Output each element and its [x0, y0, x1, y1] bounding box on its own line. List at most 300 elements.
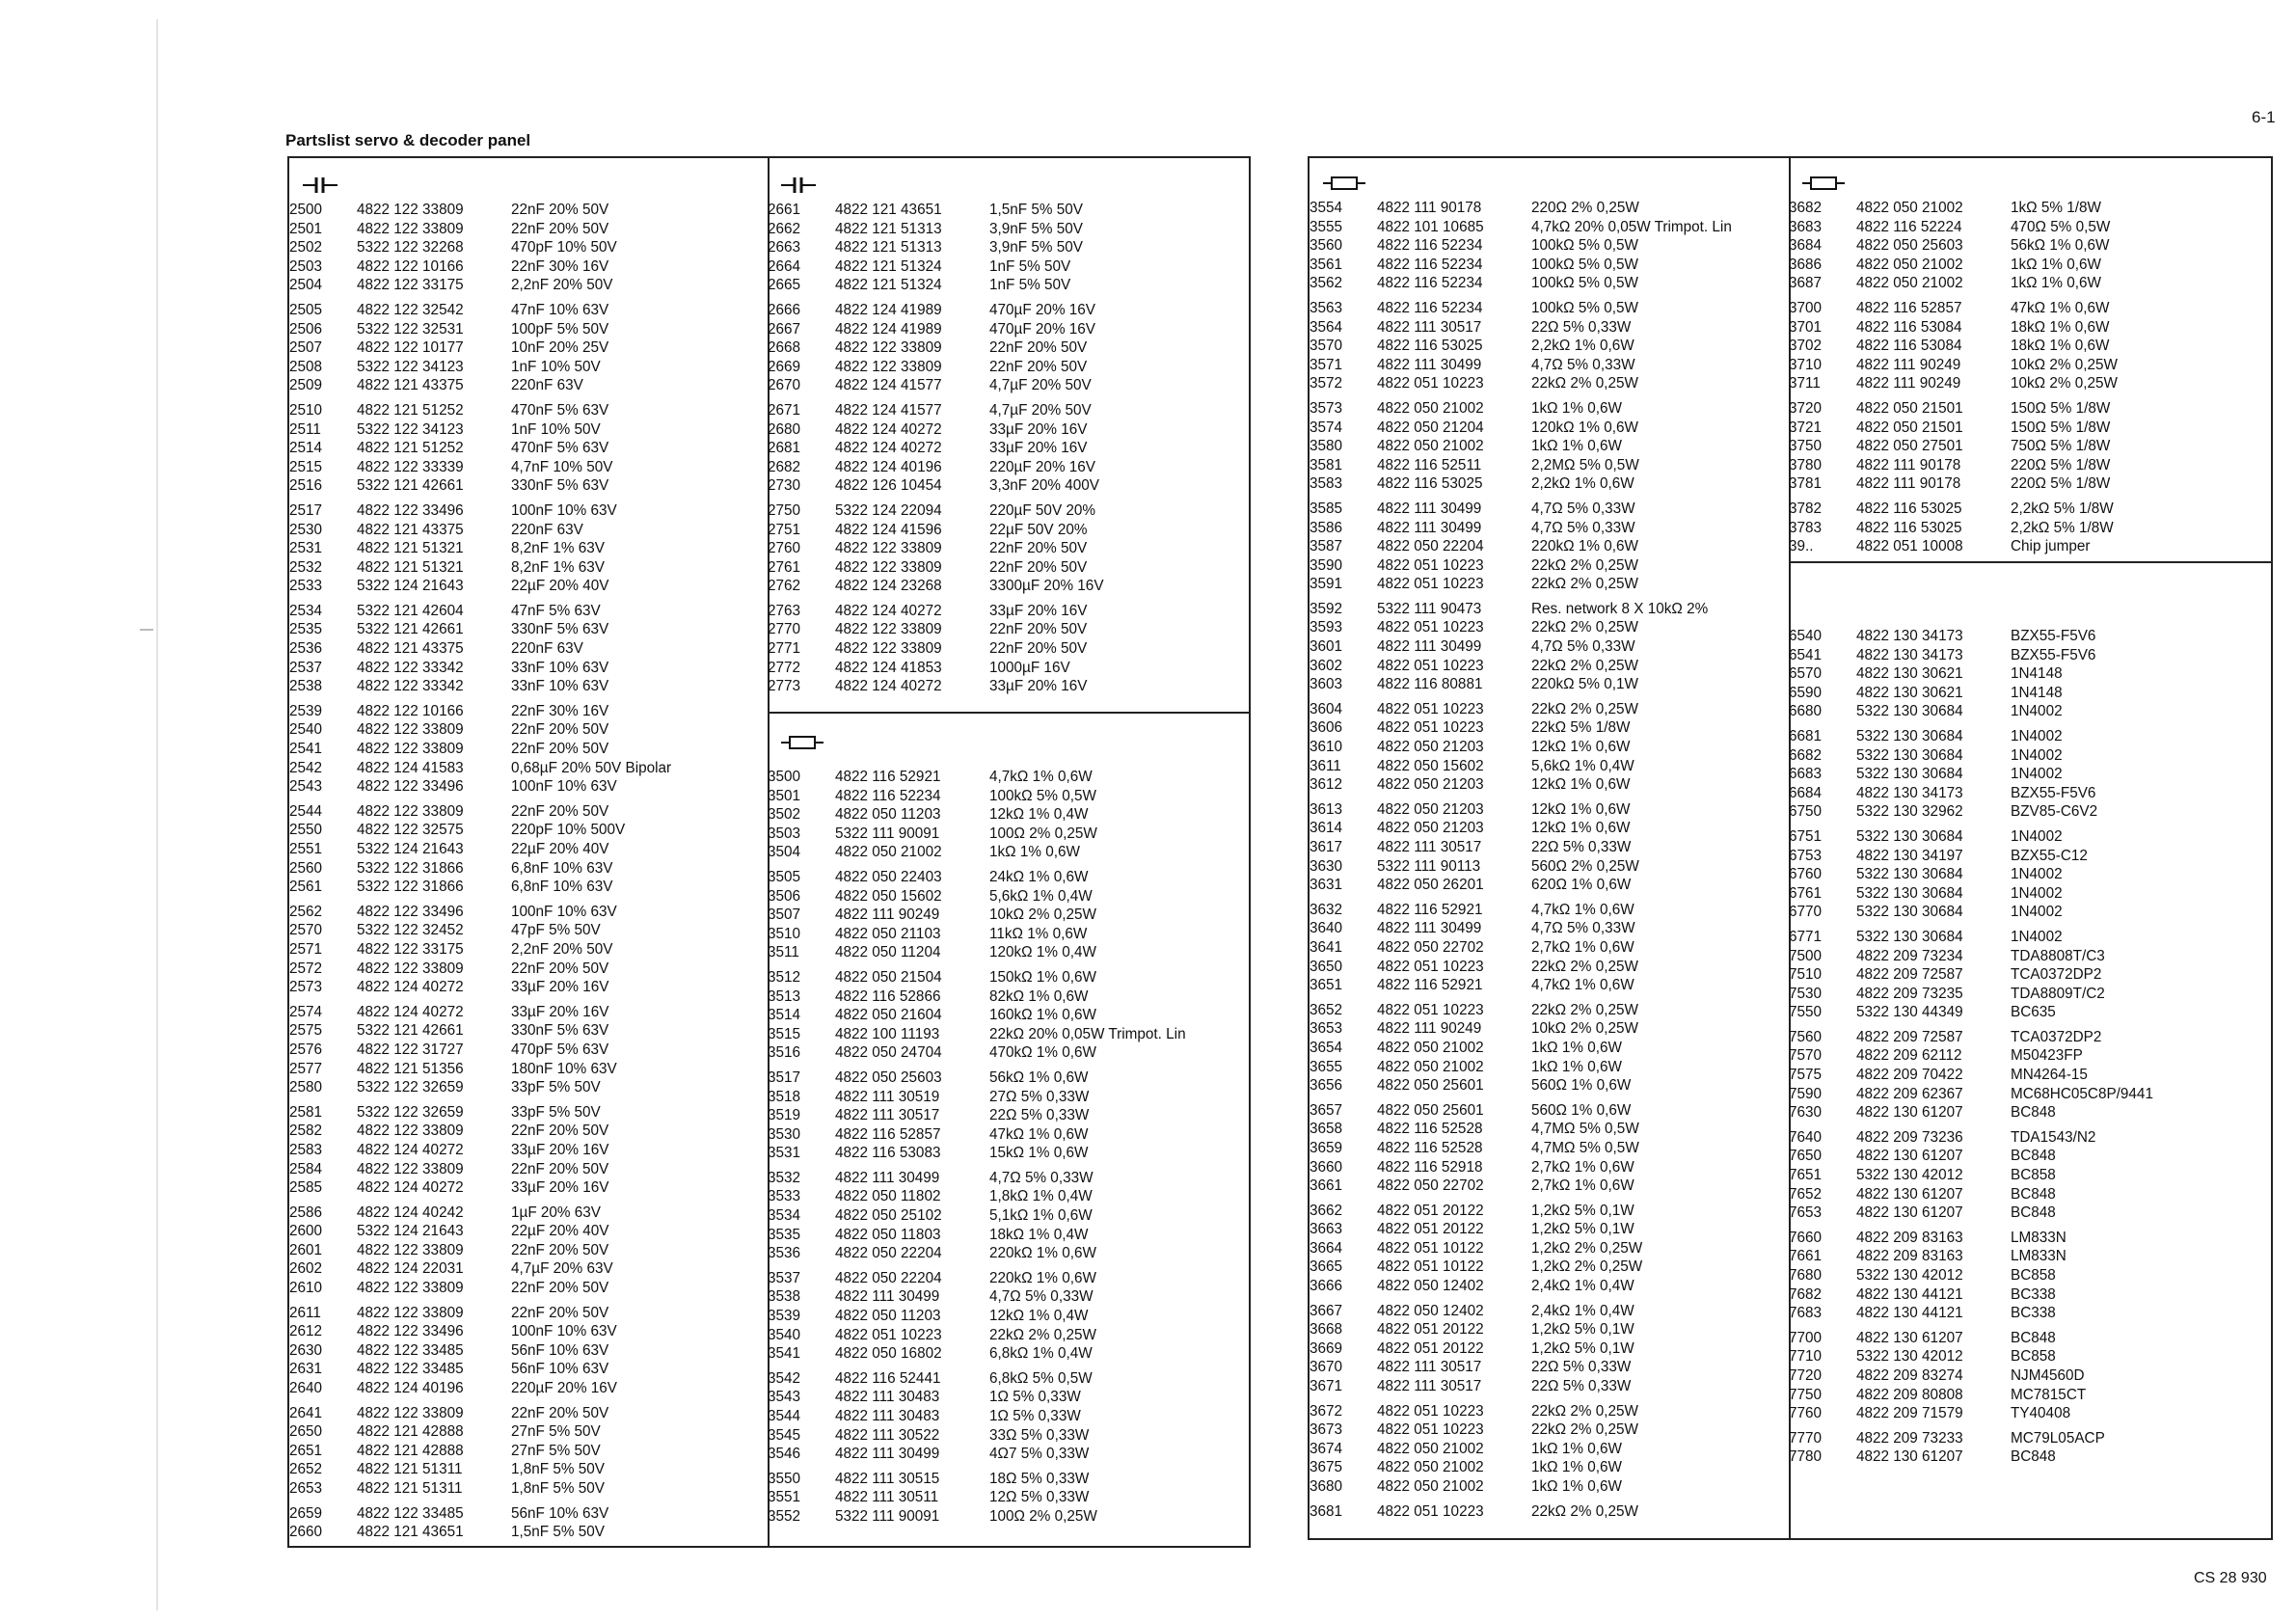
- part-row: [768, 358, 1249, 377]
- part-code: 4822 111 30499: [835, 1288, 940, 1306]
- part-ref: 3541: [768, 1345, 801, 1363]
- part-ref: 3683: [1789, 218, 1823, 235]
- part-ref: 7710: [1789, 1348, 1823, 1366]
- part-row: [1310, 1039, 1789, 1058]
- part-spec: 6,8nF 10% 63V: [511, 879, 613, 896]
- part-code: 5322 130 30684: [1856, 904, 1963, 921]
- part-code: 4822 122 33809: [835, 640, 942, 658]
- part-ref: 6771: [1789, 928, 1823, 945]
- part-code: 4822 050 22702: [1377, 1177, 1484, 1195]
- part-row: [289, 1479, 768, 1499]
- part-spec: 100kΩ 5% 0,5W: [989, 787, 1096, 804]
- part-row: [289, 903, 768, 922]
- part-ref: 3516: [768, 1044, 801, 1062]
- part-ref: 3585: [1310, 500, 1343, 517]
- part-ref: 3592: [1310, 600, 1343, 617]
- part-row: [768, 1144, 1249, 1163]
- capacitor-icon: [781, 176, 816, 195]
- part-code: 4822 100 11193: [835, 1025, 940, 1042]
- part-row: [768, 787, 1249, 806]
- part-spec: 6,8nF 10% 63V: [511, 859, 613, 877]
- part-row: [1310, 657, 1789, 676]
- part-row: [289, 1204, 768, 1223]
- part-ref: 3546: [768, 1446, 801, 1463]
- part-code: 4822 124 40242: [357, 1204, 464, 1221]
- part-ref: 2507: [289, 339, 323, 357]
- part-row: [1789, 1386, 2271, 1405]
- part-row: [289, 1259, 768, 1279]
- part-ref: 2652: [289, 1461, 323, 1478]
- part-code: 4822 209 83163: [1856, 1229, 1963, 1246]
- part-ref: 3531: [768, 1145, 801, 1162]
- part-ref: 6683: [1789, 766, 1823, 783]
- part-row: [289, 978, 768, 997]
- part-ref: 2501: [289, 220, 323, 237]
- part-ref: 3571: [1310, 356, 1343, 373]
- part-code: 4822 050 12402: [1377, 1302, 1484, 1319]
- part-row: [1789, 827, 2271, 847]
- part-spec: 1kΩ 1% 0,6W: [989, 844, 1080, 861]
- part-ref: 3518: [768, 1088, 801, 1105]
- part-spec: 56nF 10% 63V: [511, 1361, 609, 1378]
- part-spec: TDA1543/N2: [2011, 1128, 2096, 1146]
- part-ref: 3593: [1310, 619, 1343, 636]
- part-row: [1310, 318, 1789, 338]
- part-row: [1310, 1277, 1789, 1296]
- part-row: [1789, 702, 2271, 721]
- part-row: [768, 1388, 1249, 1407]
- part-spec: 4,7Ω 5% 0,33W: [1531, 500, 1635, 517]
- part-row: [289, 376, 768, 395]
- part-spec: 27nF 5% 50V: [511, 1442, 601, 1459]
- part-code: 4822 121 51324: [835, 257, 942, 275]
- part-spec: 560Ω 1% 0,6W: [1531, 1077, 1632, 1095]
- part-row: [1789, 664, 2271, 684]
- part-ref: 3687: [1789, 275, 1823, 292]
- part-ref: 7660: [1789, 1229, 1823, 1246]
- part-ref: 3602: [1310, 657, 1343, 674]
- part-code: 4822 209 72587: [1856, 1028, 1963, 1045]
- part-spec: 220nF 63V: [511, 521, 583, 538]
- part-row: [1789, 903, 2271, 922]
- part-row: [1310, 337, 1789, 356]
- part-ref: 2511: [289, 420, 321, 438]
- part-ref: 2668: [768, 339, 801, 357]
- part-row: [1789, 337, 2271, 356]
- part-row: [768, 1187, 1249, 1206]
- part-row: [1789, 1366, 2271, 1386]
- part-code: 4822 122 33809: [357, 960, 464, 977]
- part-spec: 220Ω 5% 1/8W: [2011, 475, 2111, 493]
- part-spec: 22nF 20% 50V: [989, 339, 1088, 357]
- part-spec: 12kΩ 1% 0,6W: [1531, 739, 1631, 756]
- part-row: [1789, 985, 2271, 1004]
- part-row: [289, 1379, 768, 1398]
- part-ref: 2536: [289, 640, 323, 658]
- part-row: [768, 659, 1249, 678]
- part-spec: 1nF 5% 50V: [989, 257, 1071, 275]
- part-spec: 56nF 10% 63V: [511, 1341, 609, 1359]
- part-ref: 3506: [768, 887, 801, 905]
- part-row: [1789, 1147, 2271, 1166]
- part-ref: 3583: [1310, 475, 1343, 493]
- part-ref: 7661: [1789, 1248, 1823, 1265]
- part-spec: 1kΩ 1% 0,6W: [1531, 1478, 1622, 1495]
- part-spec: 22nF 20% 50V: [511, 220, 609, 237]
- part-spec: 33Ω 5% 0,33W: [989, 1426, 1090, 1444]
- part-row: [768, 1507, 1249, 1527]
- part-spec: 150kΩ 1% 0,6W: [989, 968, 1096, 986]
- parts-list: [1310, 199, 1789, 1521]
- part-ref: 2570: [289, 922, 323, 939]
- part-ref: 3700: [1789, 299, 1823, 316]
- part-row: [1310, 1402, 1789, 1421]
- part-row: [768, 943, 1249, 962]
- part-code: 4822 121 42888: [357, 1442, 464, 1459]
- part-ref: 2533: [289, 578, 323, 595]
- part-ref: 2641: [289, 1404, 323, 1421]
- part-spec: BC635: [2011, 1004, 2056, 1021]
- part-spec: 560Ω 1% 0,6W: [1531, 1101, 1632, 1119]
- part-ref: 2610: [289, 1280, 323, 1297]
- part-code: 4822 124 40196: [835, 458, 942, 475]
- part-ref: 2509: [289, 377, 323, 394]
- part-row: [289, 921, 768, 940]
- part-row: [1789, 1046, 2271, 1066]
- part-spec: 3300µF 20% 16V: [989, 578, 1104, 595]
- part-spec: 22kΩ 2% 0,25W: [1531, 1402, 1638, 1420]
- part-ref: 2601: [289, 1241, 323, 1258]
- part-code: 4822 050 24704: [835, 1044, 942, 1062]
- part-spec: 22kΩ 2% 0,25W: [1531, 1001, 1638, 1018]
- part-spec: 22kΩ 2% 0,25W: [1531, 576, 1638, 593]
- part-spec: 22nF 20% 50V: [989, 358, 1088, 375]
- part-row: [768, 987, 1249, 1007]
- part-code: 4822 050 27501: [1856, 438, 1963, 455]
- part-spec: 1,8nF 5% 50V: [511, 1480, 605, 1497]
- part-spec: MC68HC05C8P/9441: [2011, 1085, 2153, 1102]
- part-ref: 7560: [1789, 1028, 1823, 1045]
- part-row: [1789, 474, 2271, 494]
- part-code: 5322 122 31866: [357, 879, 464, 896]
- part-row: [1310, 838, 1789, 857]
- part-spec: 1,2kΩ 2% 0,25W: [1531, 1258, 1643, 1276]
- part-spec: 120kΩ 1% 0,6W: [1531, 419, 1638, 436]
- part-row: [1789, 437, 2271, 456]
- part-ref: 3684: [1789, 237, 1823, 255]
- part-code: 4822 124 41583: [357, 759, 464, 776]
- part-code: 4822 111 30517: [1377, 1359, 1482, 1376]
- part-code: 4822 124 41577: [835, 401, 942, 419]
- part-code: 4822 051 20122: [1377, 1221, 1484, 1238]
- part-ref: 3655: [1310, 1058, 1343, 1075]
- part-ref: 7682: [1789, 1285, 1823, 1303]
- part-row: [1310, 374, 1789, 393]
- part-code: 4822 121 51313: [835, 239, 942, 257]
- part-spec: 1kΩ 1% 0,6W: [1531, 1058, 1622, 1075]
- part-ref: 2662: [768, 220, 801, 237]
- part-spec: 33µF 20% 16V: [989, 678, 1088, 695]
- part-spec: 18kΩ 1% 0,6W: [2011, 318, 2110, 336]
- part-row: [1310, 1076, 1789, 1096]
- part-code: 4822 124 41577: [835, 377, 942, 394]
- part-code: 4822 209 62367: [1856, 1085, 1963, 1102]
- part-ref: 2602: [289, 1260, 323, 1278]
- part-ref: 3660: [1310, 1158, 1343, 1176]
- part-code: 4822 122 33809: [835, 339, 942, 357]
- part-ref: 2562: [289, 903, 323, 920]
- part-row: [768, 1287, 1249, 1307]
- part-spec: 22kΩ 2% 0,25W: [1531, 1421, 1638, 1439]
- part-code: 4822 111 30499: [835, 1446, 940, 1463]
- part-row: [289, 1322, 768, 1341]
- part-row: [768, 338, 1249, 358]
- part-code: 4822 130 44121: [1856, 1305, 1963, 1322]
- part-ref: 3612: [1310, 776, 1343, 794]
- part-row: [289, 677, 768, 696]
- part-row: [768, 620, 1249, 639]
- part-ref: 3561: [1310, 256, 1343, 273]
- part-spec: 22nF 20% 50V: [511, 1160, 609, 1177]
- part-code: 4822 124 40272: [357, 1141, 464, 1158]
- part-code: 5322 130 44349: [1856, 1004, 1963, 1021]
- part-ref: 2538: [289, 678, 323, 695]
- part-ref: 2539: [289, 702, 323, 719]
- part-ref: 6680: [1789, 703, 1823, 720]
- part-code: 4822 050 21203: [1377, 800, 1484, 818]
- part-ref: 2663: [768, 239, 801, 257]
- part-ref: 3543: [768, 1389, 801, 1406]
- part-spec: 10kΩ 2% 0,25W: [1531, 1020, 1638, 1038]
- part-ref: 3750: [1789, 438, 1823, 455]
- part-ref: 3590: [1310, 556, 1343, 574]
- part-row: [1310, 1120, 1789, 1139]
- part-code: 4822 116 53025: [1377, 475, 1483, 493]
- part-row: [1789, 199, 2271, 218]
- part-code: 4822 101 10685: [1377, 218, 1484, 235]
- part-row: [1310, 1420, 1789, 1440]
- part-ref: 3686: [1789, 256, 1823, 273]
- part-spec: TDA8808T/C3: [2011, 947, 2105, 964]
- part-code: 4822 116 53084: [1856, 338, 1962, 355]
- part-code: 4822 111 90178: [1856, 475, 1961, 493]
- part-row: [768, 843, 1249, 862]
- part-ref: 3545: [768, 1426, 801, 1444]
- part-row: [289, 702, 768, 721]
- part-code: 4822 122 33809: [357, 202, 464, 218]
- part-row: [1789, 1085, 2271, 1104]
- part-ref: 3539: [768, 1308, 801, 1325]
- part-row: [1789, 1347, 2271, 1366]
- part-row: [289, 659, 768, 678]
- part-row: [1310, 800, 1789, 820]
- part-code: 4822 122 33496: [357, 501, 464, 519]
- part-row: [1789, 236, 2271, 256]
- part-ref: 2560: [289, 859, 323, 877]
- part-code: 4822 122 33809: [835, 358, 942, 375]
- part-row: [768, 1445, 1249, 1464]
- part-spec: 33µF 20% 16V: [511, 1179, 609, 1197]
- part-spec: 22nF 20% 50V: [511, 1404, 609, 1421]
- part-code: 4822 124 40196: [357, 1380, 464, 1397]
- part-spec: 4,7kΩ 1% 0,6W: [1531, 901, 1634, 918]
- part-row: [1789, 727, 2271, 746]
- part-ref: 2575: [289, 1022, 323, 1040]
- part-row: [289, 777, 768, 797]
- part-code: 4822 209 70422: [1856, 1067, 1963, 1084]
- part-row: [289, 840, 768, 859]
- part-row: [1310, 757, 1789, 776]
- part-ref: 7683: [1789, 1305, 1823, 1322]
- part-row: [1789, 318, 2271, 338]
- part-row: [289, 1304, 768, 1323]
- part-row: [1310, 1101, 1789, 1121]
- part-spec: 22Ω 5% 0,33W: [989, 1107, 1090, 1124]
- part-code: 4822 050 21504: [835, 968, 942, 986]
- part-spec: 620Ω 1% 0,6W: [1531, 877, 1632, 894]
- part-row: [289, 960, 768, 979]
- part-ref: 7630: [1789, 1104, 1823, 1122]
- part-spec: 1N4002: [2011, 727, 2063, 744]
- part-code: 4822 050 22204: [835, 1269, 942, 1286]
- part-spec: 27nF 5% 50V: [511, 1423, 601, 1441]
- part-spec: 22µF 20% 40V: [511, 841, 609, 857]
- part-row: [1789, 1003, 2271, 1022]
- part-row: [289, 476, 768, 496]
- part-ref: 2573: [289, 979, 323, 996]
- part-ref: 2659: [289, 1504, 323, 1522]
- part-code: 4822 122 33809: [357, 1304, 464, 1321]
- part-ref: 2669: [768, 358, 801, 375]
- part-spec: 1N4002: [2011, 766, 2063, 783]
- part-spec: 22kΩ 2% 0,25W: [1531, 619, 1638, 636]
- part-code: 4822 121 43375: [357, 521, 464, 538]
- part-code: 5322 130 30684: [1856, 703, 1963, 720]
- part-ref: 3562: [1310, 275, 1343, 292]
- part-code: 4822 122 33485: [357, 1504, 464, 1522]
- part-spec: 33µF 20% 16V: [511, 979, 609, 996]
- part-row: [1310, 775, 1789, 795]
- part-ref: 3613: [1310, 800, 1343, 818]
- part-spec: 100nF 10% 63V: [511, 903, 617, 920]
- part-row: [289, 1422, 768, 1442]
- part-ref: 2681: [768, 440, 801, 457]
- part-spec: 560Ω 2% 0,25W: [1531, 857, 1639, 875]
- part-code: 4822 124 41989: [835, 320, 942, 338]
- part-row: [1789, 399, 2271, 419]
- part-row: [768, 805, 1249, 825]
- part-code: 5322 130 30684: [1856, 746, 1963, 764]
- part-spec: 100kΩ 5% 0,5W: [1531, 237, 1638, 255]
- part-row: [1789, 765, 2271, 784]
- part-row: [289, 1222, 768, 1241]
- part-spec: 1nF 5% 50V: [989, 277, 1071, 294]
- part-spec: 22nF 20% 50V: [511, 1241, 609, 1258]
- part-spec: 22kΩ 20% 0,05W Trimpot. Lin: [989, 1025, 1186, 1042]
- part-spec: BC848: [2011, 1204, 2056, 1222]
- part-ref: 3601: [1310, 638, 1343, 656]
- part-row: [768, 501, 1249, 521]
- part-row: [1310, 1440, 1789, 1459]
- part-ref: 3563: [1310, 299, 1343, 316]
- part-spec: 4,7Ω 5% 0,33W: [1531, 519, 1635, 536]
- part-ref: 2773: [768, 678, 801, 695]
- part-code: 4822 122 33175: [357, 277, 464, 294]
- part-code: 4822 124 40272: [835, 678, 942, 695]
- part-spec: 100kΩ 5% 0,5W: [1531, 275, 1638, 292]
- part-row: [289, 1021, 768, 1041]
- part-row: [289, 558, 768, 578]
- part-spec: 22kΩ 2% 0,25W: [1531, 958, 1638, 975]
- part-spec: 4,7Ω 5% 0,33W: [1531, 356, 1635, 373]
- part-row: [1310, 738, 1789, 757]
- part-spec: 33µF 20% 16V: [989, 602, 1088, 619]
- part-code: 4822 116 53025: [1856, 519, 1962, 536]
- part-row: [1789, 646, 2271, 665]
- part-row: [1789, 627, 2271, 646]
- part-spec: 10kΩ 2% 0,25W: [2011, 375, 2118, 392]
- part-spec: 1Ω 5% 0,33W: [989, 1389, 1081, 1406]
- part-ref: 3671: [1310, 1378, 1343, 1395]
- part-row: [1310, 274, 1789, 293]
- part-ref: 3533: [768, 1188, 801, 1205]
- part-spec: 1N4002: [2011, 703, 2063, 720]
- part-code: 4822 122 10177: [357, 339, 464, 357]
- part-row: [768, 1369, 1249, 1389]
- part-code: 5322 130 30684: [1856, 928, 1963, 945]
- part-code: 4822 122 32542: [357, 301, 464, 318]
- part-spec: LM833N: [2011, 1229, 2066, 1246]
- part-spec: 220nF 63V: [511, 640, 583, 658]
- part-ref: 2586: [289, 1204, 323, 1221]
- part-spec: 22kΩ 2% 0,25W: [1531, 375, 1638, 392]
- part-code: 4822 124 40272: [835, 602, 942, 619]
- part-spec: 1000µF 16V: [989, 659, 1070, 676]
- part-row: [289, 420, 768, 440]
- part-code: 4822 130 61207: [1856, 1204, 1963, 1222]
- part-code: 4822 122 33809: [357, 802, 464, 820]
- part-code: 4822 124 41853: [835, 659, 942, 676]
- part-spec: M50423FP: [2011, 1047, 2083, 1065]
- part-spec: 12kΩ 1% 0,4W: [989, 806, 1089, 824]
- part-row: [768, 925, 1249, 944]
- part-ref: 3515: [768, 1025, 801, 1042]
- part-ref: 2682: [768, 458, 801, 475]
- part-code: 4822 051 10223: [1377, 556, 1484, 574]
- part-code: 4822 051 10223: [1377, 719, 1484, 737]
- part-row: [1789, 1404, 2271, 1423]
- part-code: 4822 116 52528: [1377, 1139, 1483, 1156]
- part-code: 4822 124 40272: [357, 1179, 464, 1197]
- part-code: 4822 116 52921: [1377, 901, 1483, 918]
- part-spec: 1,2kΩ 5% 0,1W: [1531, 1321, 1634, 1339]
- part-code: 4822 122 33809: [835, 558, 942, 576]
- part-row: [768, 276, 1249, 295]
- part-row: [1310, 1239, 1789, 1258]
- part-row: [768, 539, 1249, 558]
- part-code: 4822 209 73236: [1856, 1128, 1963, 1146]
- part-code: 4822 051 10223: [1377, 375, 1484, 392]
- part-ref: 2761: [768, 558, 801, 576]
- part-row: [768, 1043, 1249, 1063]
- part-spec: 220pF 10% 500V: [511, 822, 626, 839]
- part-ref: 3530: [768, 1125, 801, 1143]
- part-row: [289, 220, 768, 239]
- part-spec: MC7815CT: [2011, 1386, 2087, 1403]
- part-code: 4822 121 43651: [835, 202, 942, 218]
- part-spec: 220kΩ 1% 0,6W: [989, 1269, 1096, 1286]
- part-code: 4822 209 83274: [1856, 1366, 1963, 1384]
